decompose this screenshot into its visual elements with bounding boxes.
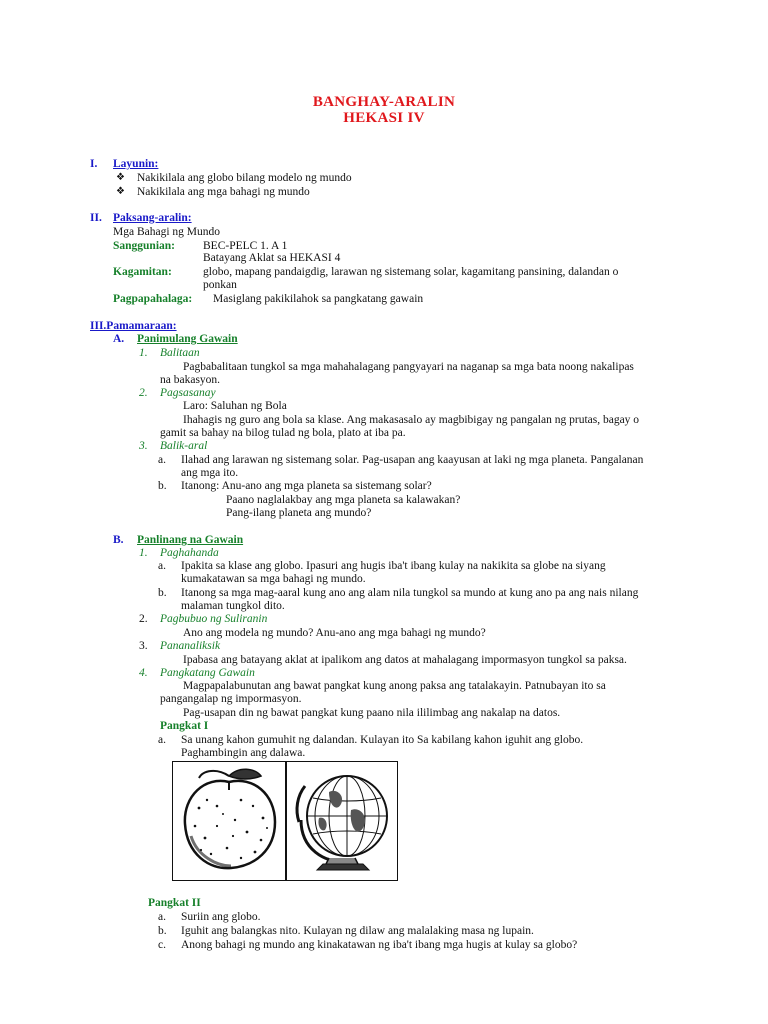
section-heading-layunin: Layunin: [113,158,159,170]
item-text: Ilahad ang larawan ng sistemang solar. Pag-usapan ang kaayusan at laki ng mga planeta. Pangalanan [181,454,644,466]
item-letter: a. [158,560,166,572]
kagamitan-label: Kagamitan: [113,266,172,278]
step-title-paghahanda: Paghahanda [160,547,219,559]
part-letter: B. [113,534,124,546]
group-title-pangkat-2: Pangkat II [148,897,201,909]
item-text: Iguhit ang balangkas nito. Kulayan ng dilaw ang malalaking masa ng lupain. [181,925,534,937]
item-text: Pang-ilang planeta ang mundo? [226,507,372,519]
part-title-panlinang-na-gawain: Panlinang na Gawain [137,534,244,546]
step-title-pananaliksik: Pananaliksik [160,640,221,652]
item-letter: b. [158,480,167,492]
section-number: I. [90,158,98,170]
globe-drawing-icon [289,766,395,876]
step-number: 2. [139,613,148,625]
item-text: Anong bahagi ng mundo ang kinakatawan ng iba't ibang mga hugis at kulay sa globo? [181,939,578,951]
step-text: Ano ang modela ng mundo? Anu-ano ang mga bahagi ng mundo? [183,627,486,639]
pagpapahalaga-value: Masiglang pakikilahok sa pangkatang gawain [213,293,424,305]
item-text: malaman tungkol dito. [181,600,285,612]
step-text: Pagbabalitaan tungkol sa mga mahahalagang pangyayari na naganap sa mga bata noong nakalipas [183,361,634,373]
kagamitan-value: globo, mapang pandaigdig, larawan ng sistemang solar, kagamitang pansining, dalandan o [203,266,619,278]
part-title-panimulang-gawain: Panimulang Gawain [137,333,238,345]
item-letter: a. [158,454,166,466]
item-text: Itanong: Anu-ano ang mga planeta sa sistemang solar? [181,480,432,492]
item-text: Sa unang kahon gumuhit ng dalandan. Kulayan ito Sa kabilang kahon iguhit ang globo. [181,734,584,746]
item-text: ang mga ito. [181,467,239,479]
orange-drawing-icon [177,766,283,876]
item-text: Paghambingin ang dalawa. [181,747,306,759]
step-number: 1. [139,547,148,559]
document-title: BANGHAY-ARALIN [312,94,456,110]
figure-divider [285,762,287,880]
step-number: 2. [139,387,148,399]
item-text: Ipakita sa klase ang globo. Ipasuri ang hugis iba't ibang kulay na nakikita sa globe na siyang [181,560,606,572]
item-text: kumakatawan sa mga bahagi ng mundo. [181,573,366,585]
section-heading-pamamaraan: III.Pamamaraan: [90,320,177,332]
pagpapahalaga-label: Pagpapahalaga: [113,293,193,305]
step-title-balik-aral: Balik-aral [160,440,208,452]
item-letter: b. [158,925,167,937]
step-text: Ipabasa ang batayang aklat at ipalikom ang datos at mahalagang impormasyon tungkol sa paksa. [183,654,627,666]
item-letter: b. [158,587,167,599]
objective-item: Nakikilala ang mga bahagi ng mundo [137,186,310,198]
step-text: gamit sa bahay na bilog tulad ng bola, plato at iba pa. [160,427,406,439]
step-title-balitaan: Balitaan [160,347,200,359]
step-title-pagsasanay: Pagsasanay [160,387,216,399]
group-title-pangkat-1: Pangkat I [160,720,209,732]
step-text: na bakasyon. [160,374,221,386]
sanggunian-label: Sanggunian: [113,240,176,252]
step-text: pangangalap ng impormasyon. [160,693,302,705]
bullet-diamond-icon: ❖ [116,186,125,197]
step-title-pagbubuo-ng-suliranin: Pagbubuo ng Suliranin [160,613,268,625]
part-letter: A. [113,333,125,345]
step-number: 3. [139,440,148,452]
step-text: Pag-usapan din ng bawat pangkat kung paano nila ililimbag ang nakalap na datos. [183,707,561,719]
step-text: Magpapalabunutan ang bawat pangkat kung anong paksa ang tatalakayin. Patnubayan ito sa [183,680,606,692]
step-title-pangkatang-gawain: Pangkatang Gawain [160,667,255,679]
bullet-diamond-icon: ❖ [116,172,125,183]
topic-text: Mga Bahagi ng Mundo [113,226,221,238]
item-letter: a. [158,734,166,746]
section-heading-paksang-aralin: Paksang-aralin: [113,212,192,224]
item-text: Itanong sa mga mag-aaral kung ano ang alam nila tungkol sa mundo at kung ano pa ang nais nilang [181,587,639,599]
objective-item: Nakikilala ang globo bilang modelo ng mundo [137,172,352,184]
sanggunian-value: BEC-PELC 1. A 1 [203,240,288,252]
item-letter: c. [158,939,166,951]
step-number: 4. [139,667,148,679]
step-number: 1. [139,347,148,359]
item-letter: a. [158,911,166,923]
document-subtitle: HEKASI IV [343,110,425,126]
item-text: Paano naglalakbay ang mga planeta sa kalawakan? [226,494,461,506]
sanggunian-value: Batayang Aklat sa HEKASI 4 [203,252,341,264]
step-text: Laro: Saluhan ng Bola [183,400,287,412]
kagamitan-value: ponkan [203,279,237,291]
section-number: II. [90,212,102,224]
item-text: Suriin ang globo. [181,911,261,923]
step-text: Ihahagis ng guro ang bola sa klase. Ang makasasalo ay magbibigay ng pangalan ng prutas, bagay o [183,414,640,426]
orange-globe-figure [172,761,398,881]
step-number: 3. [139,640,148,652]
